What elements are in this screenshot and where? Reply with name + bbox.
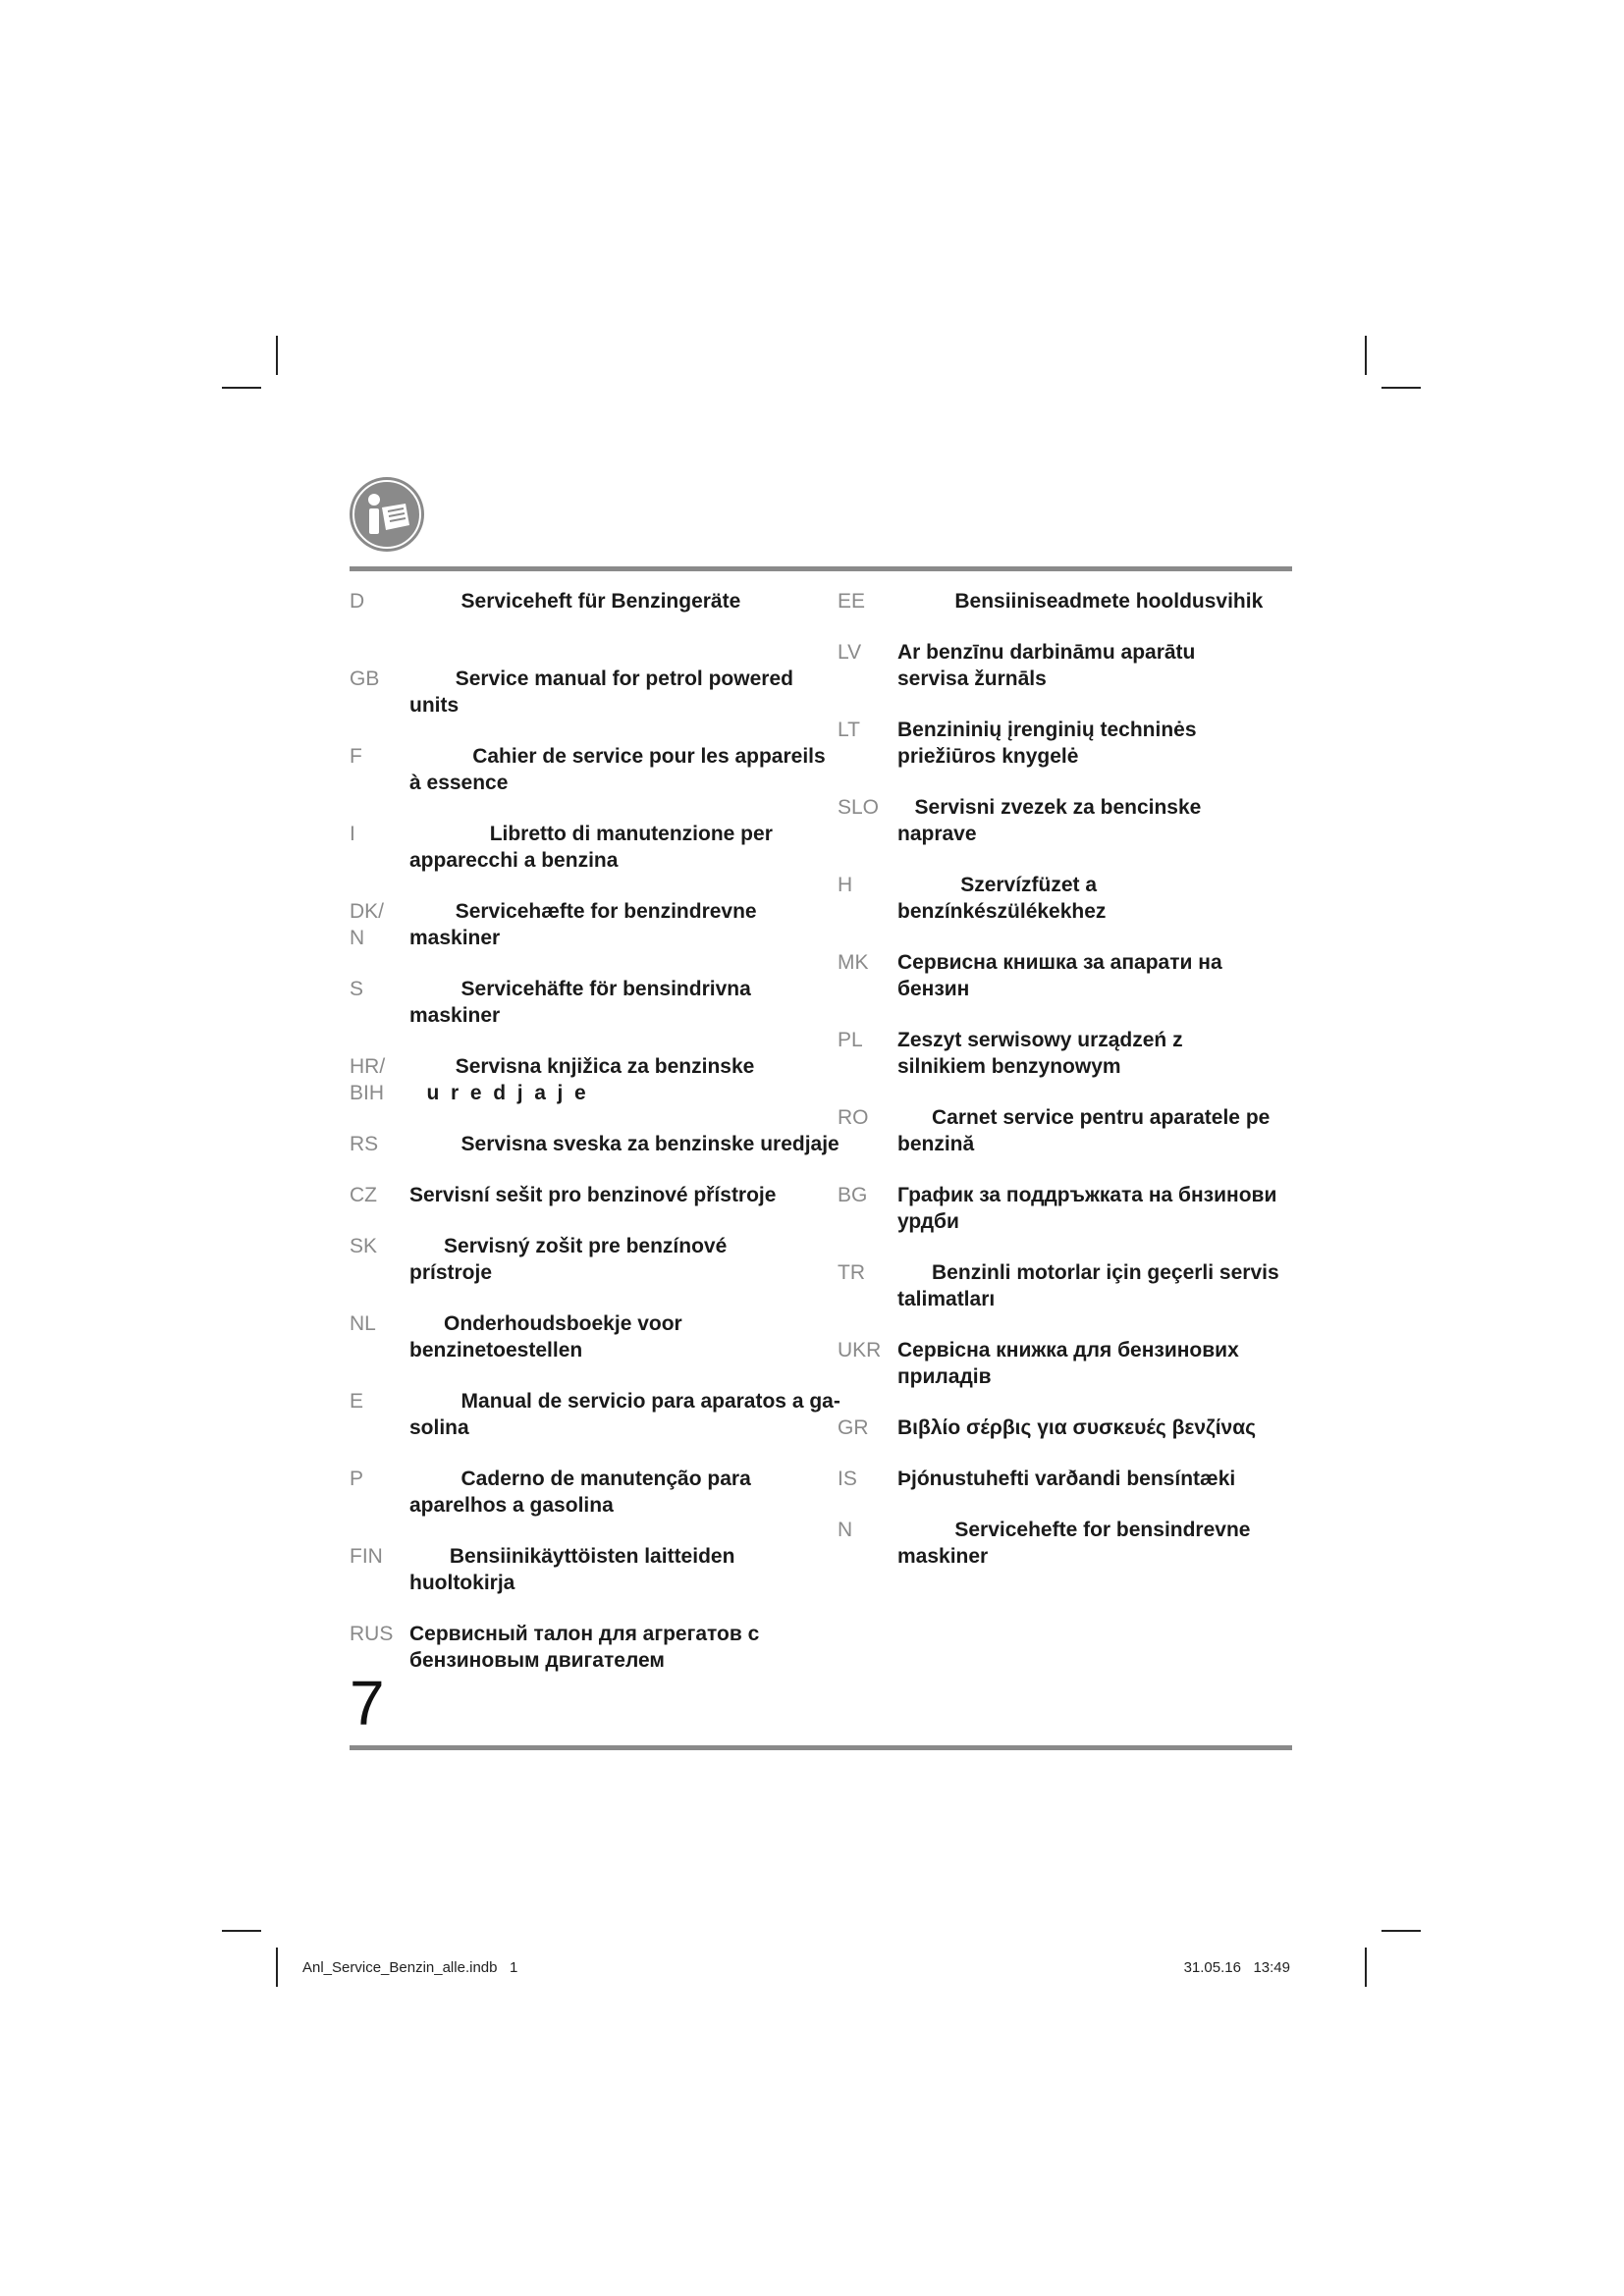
footer-filename: Anl_Service_Benzin_alle.indb 1	[302, 1959, 518, 1976]
language-code: RO	[838, 1106, 869, 1129]
manual-title: Servisní sešit pro benzinové přístroje	[409, 1184, 777, 1206]
list-item	[838, 873, 1292, 925]
list-item	[350, 1132, 839, 1157]
language-code: D	[350, 590, 365, 613]
manual-title: Cahier de service pour les appareils à essence	[409, 745, 832, 794]
list-item	[350, 1054, 821, 1106]
manual-title: Bensiiniseadmete hooldusvihik	[897, 590, 1264, 613]
language-code: E	[350, 1390, 364, 1413]
list-item	[838, 589, 1292, 614]
list-item	[350, 589, 821, 641]
list-item	[350, 1234, 821, 1286]
manual-title: Servisni zvezek za bencinske naprave	[897, 796, 1208, 845]
manual-title: Benzininių įrenginių techninės priežiūros knygelė	[897, 719, 1203, 768]
language-code: PL	[838, 1029, 863, 1051]
list-item	[350, 1544, 821, 1596]
manual-title: Сервисный талон для агрегатов с бензиновым двигателем	[409, 1623, 766, 1672]
language-code: RUS	[350, 1623, 394, 1645]
page-number: 7	[350, 1668, 385, 1738]
manual-title: Caderno de manutenção para aparelhos a gasolina	[409, 1468, 757, 1517]
manual-title: Сервисна книшка за апарати на бензин	[897, 951, 1228, 1000]
list-item	[350, 667, 821, 719]
language-code: UKR	[838, 1339, 882, 1362]
crop-mark	[1381, 387, 1421, 389]
manual-title: Onderhoudsboekje voor benzinetoestellen	[409, 1312, 688, 1362]
language-code: SK	[350, 1235, 378, 1257]
manual-title: Libretto di manutenzione per apparecchi a benzina	[409, 823, 779, 872]
language-code: DK/ N	[350, 900, 385, 949]
crop-mark	[276, 1948, 278, 1987]
list-item	[838, 950, 1292, 1002]
crop-mark	[222, 1930, 261, 1932]
manual-title: Servisna sveska za benzinske uredjaje	[409, 1133, 839, 1155]
language-code: GB	[350, 667, 380, 690]
list-item	[350, 977, 821, 1029]
language-code: BG	[838, 1184, 868, 1206]
language-code: NL	[350, 1312, 376, 1335]
list-item	[838, 718, 1292, 770]
language-code: FIN	[350, 1545, 383, 1568]
language-code: MK	[838, 951, 869, 974]
manual-title: Serviceheft für Benzingeräte	[409, 590, 741, 613]
language-code: TR	[838, 1261, 865, 1284]
manual-title: Ar benzīnu darbināmu aparātu servisa žurnāls	[897, 641, 1202, 690]
manual-title: Zeszyt serwisowy urządzeń z silnikiem benzynowym	[897, 1029, 1189, 1078]
language-code: HR/ BIH	[350, 1055, 386, 1104]
language-code: F	[350, 745, 362, 768]
manual-title: График за поддръжката на бнзинови урдби	[897, 1184, 1283, 1233]
footer-timestamp: 31.05.16 13:49	[1183, 1959, 1290, 1976]
manual-title: Bensiinikäyttöisten laitteiden huoltokirja	[409, 1545, 741, 1594]
list-item	[350, 1183, 821, 1208]
language-code: LT	[838, 719, 860, 741]
list-item	[350, 1467, 821, 1519]
manual-title: Service manual for petrol powered units	[409, 667, 799, 717]
list-item	[838, 1467, 1292, 1492]
list-item	[838, 1028, 1292, 1080]
language-list-left	[350, 589, 840, 1699]
language-code: EE	[838, 590, 866, 613]
manual-title: Carnet service pentru aparatele pe benzină	[897, 1106, 1276, 1155]
language-code: SLO	[838, 796, 880, 819]
language-code: LV	[838, 641, 862, 664]
list-item	[838, 1183, 1292, 1235]
language-code: S	[350, 978, 364, 1000]
list-item	[838, 1105, 1292, 1157]
manual-title: Manual de servicio para aparatos a ga-solina	[409, 1390, 840, 1439]
language-code: CZ	[350, 1184, 377, 1206]
read-manual-info-icon	[349, 476, 425, 553]
manual-title: Servicehefte for bensindrevne maskiner	[897, 1519, 1257, 1568]
list-item	[350, 744, 832, 796]
language-code: H	[838, 874, 853, 896]
list-item	[838, 1415, 1292, 1441]
list-item	[838, 1518, 1292, 1570]
manual-title: Servisný zošit pre benzínové prístroje	[409, 1235, 733, 1284]
crop-mark	[1365, 1948, 1367, 1987]
language-code: IS	[838, 1468, 857, 1490]
manual-title: Servicehæfte for benzindrevne maskiner	[409, 900, 763, 949]
manual-title: Servisna knjižica za benzinske u r e d j a j e	[426, 1055, 755, 1104]
list-item	[838, 1260, 1292, 1312]
language-code: I	[350, 823, 355, 845]
list-item	[838, 795, 1292, 847]
language-list-right	[838, 589, 1292, 1595]
language-code: N	[838, 1519, 853, 1541]
crop-mark	[222, 387, 261, 389]
manual-title: Сервісна книжка для бензинових приладів	[897, 1339, 1245, 1388]
language-code: P	[350, 1468, 364, 1490]
manual-title: Benzinli motorlar için geçerli servis talimatları	[897, 1261, 1285, 1310]
crop-mark	[1365, 336, 1367, 375]
list-item	[350, 899, 821, 951]
header-rule	[350, 566, 1292, 571]
list-item	[350, 1389, 840, 1441]
footer-rule	[350, 1745, 1292, 1750]
list-item	[350, 1622, 821, 1674]
manual-title: Servicehäfte för bensindrivna maskiner	[409, 978, 757, 1027]
crop-mark	[276, 336, 278, 375]
crop-mark	[1381, 1930, 1421, 1932]
manual-title: Þjónustuhefti varðandi bensíntæki	[897, 1468, 1236, 1490]
language-code: RS	[350, 1133, 379, 1155]
manual-title: Szervízfüzet a benzínkészülékekhez	[897, 874, 1107, 923]
list-item	[350, 822, 821, 874]
list-item	[350, 1311, 821, 1363]
language-code: GR	[838, 1416, 869, 1439]
list-item	[838, 1338, 1292, 1390]
list-item	[838, 640, 1292, 692]
manual-title: Βιβλίο σέρβις για συσκευές βενζίνας	[897, 1416, 1257, 1439]
